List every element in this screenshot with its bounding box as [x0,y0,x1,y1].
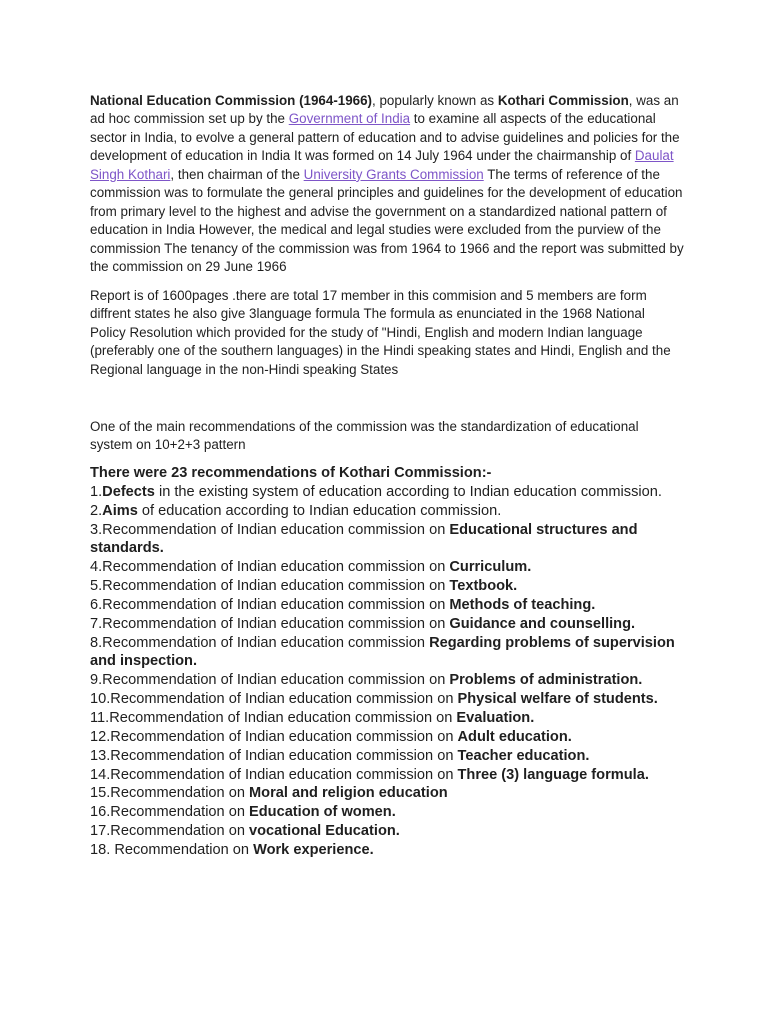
link-government-of-india[interactable]: Government of India [288,111,411,127]
list-item: 4.Recommendation of Indian education commission on Curriculum. [90,559,532,576]
list-item: 7.Recommendation of Indian education commission on Guidance and counselling. [90,615,636,632]
list-item: 11.Recommendation of Indian education commission on Evaluation. [90,709,535,726]
intro-text: , then chairman of the [170,166,304,182]
intro-text: The terms of reference of the commission was to formulate the general principles and guidelines for the development of education from primary level to the highest and advise the government on a standardized national pattern of education in India However, the medical and legal studies were excluded from the purview of the commission The tenancy of the commission was from 1964 to 1966 and the report was submitted by the commission on 29 June 1966 [90,166,684,275]
list-item: 9.Recommendation of Indian education commission on Problems of administration. [90,672,643,689]
link-university-grants-commission[interactable]: University Grants Commission [303,166,484,182]
list-item: 14.Recommendation of Indian education commission on Three (3) language formula. [90,766,649,783]
list-item: 18. Recommendation on Work experience. [90,841,374,858]
commission-name: National Education Commission (1964-1966) [90,93,373,108]
intro-text: to examine all aspects of the educational sector in India, to evolve a general pattern of education and to advise guidelines and policies for the development of education in India It was formed on 14 July 1964 under the chairmanship of [90,111,680,164]
recommendations-list [90,464,680,860]
list-item: 6.Recommendation of Indian education commission on Methods of teaching. [90,596,596,613]
intro-paragraph [90,92,684,277]
list-item: 10.Recommendation of Indian education commission on Physical welfare of students. [90,691,658,708]
list-item: 1.Defects in the existing system of education according to Indian education commission. [90,483,662,500]
list-item: 5.Recommendation of Indian education commission on Textbook. [90,578,518,595]
list-item: 17.Recommendation on vocational Education. [90,823,400,840]
list-item: 3.Recommendation of Indian education commission on Educational structures and standards. [90,521,638,557]
list-item: 8.Recommendation of Indian education commission Regarding problems of supervision and inspection. [90,634,675,670]
link-daulat-singh-kothari[interactable]: Daulat Singh Kothari [90,148,674,182]
list-item: 12.Recommendation of Indian education commission on Adult education. 13.Recommendation of Indian education commission on Teacher education. [90,728,590,764]
list-item: 15.Recommendation on Moral and religion education [90,785,448,802]
recommendations-heading: There were 23 recommendations of Kothari Commission:- [90,465,492,481]
intro-text: , was an ad hoc commission set up by the [90,93,679,127]
list-item: 16.Recommendation on Education of women. [90,804,396,821]
list-item: 2.Aims of education according to Indian education commission. [90,502,502,519]
standardization-paragraph: One of the main recommendations of the commission was the standardization of educational system on 10+2+3 pattern [90,419,639,453]
intro-text: , popularly known as [372,93,498,108]
kothari-commission: Kothari Commission [497,93,629,108]
report-paragraph: Report is of 1600pages .there are total 17 member in this commision and 5 members are form diffrent states he also give 3language formula The formula as enunciated in the 1968 National Policy Resolution which provided for the study of "Hindi, English and modern Indian language (preferably one of the southern languages) in the Hindi speaking states and Hindi, English and the Regional language in the non-Hindi speaking States [90,288,671,377]
